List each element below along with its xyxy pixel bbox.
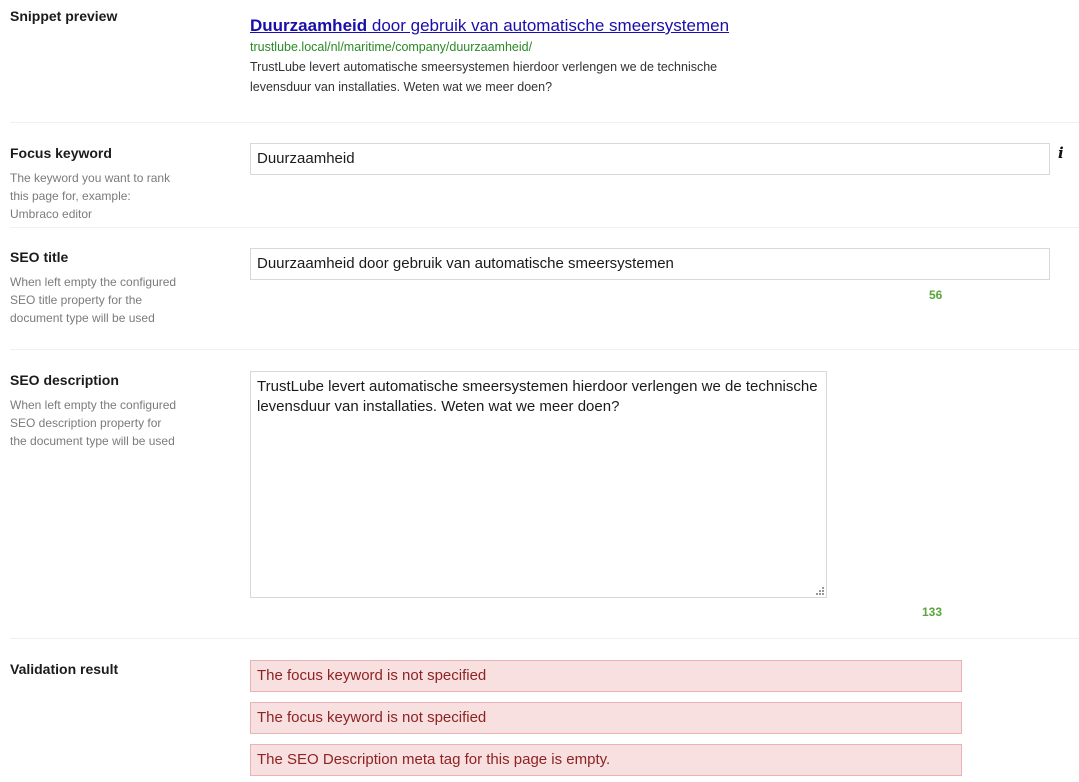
validation-label: Validation result — [10, 661, 119, 677]
snippet-description: TrustLube levert automatische smeersystemen hierdoor verlengen we de technische levensduur van installaties. Weten wat we meer doen? — [250, 60, 718, 94]
seo-description-label: SEO description — [10, 372, 119, 388]
snippet-preview-label-group — [10, 7, 180, 25]
seo-title-char-count: 56 — [929, 288, 943, 302]
resize-handle-icon[interactable] — [815, 586, 824, 595]
focus-keyword-label-group — [10, 144, 180, 223]
seo-title-help: When left empty the configured SEO title property for the document type will be used — [10, 275, 177, 325]
snippet-title-keyword: Duurzaamheid — [250, 16, 368, 35]
snippet-url: trustlube.local/nl/maritime/company/duurzaamheid/ — [250, 40, 533, 54]
validation-label-group — [10, 660, 180, 678]
seo-description-help: When left empty the configured SEO description property for the document type will be used — [10, 398, 177, 448]
snippet-preview-label: Snippet preview — [10, 8, 118, 24]
info-icon[interactable]: i — [1058, 144, 1064, 162]
seo-description-label-group — [10, 371, 180, 450]
focus-keyword-help: The keyword you want to rank this page for, example: Umbraco editor — [10, 171, 171, 221]
focus-keyword-row — [10, 122, 1079, 228]
seo-title-label-group — [10, 248, 180, 327]
validation-error-message: The focus keyword is not specified — [250, 660, 962, 692]
validation-error-message: The SEO Description meta tag for this page is empty. — [250, 744, 962, 776]
seo-title-label: SEO title — [10, 249, 69, 265]
snippet-title-rest: door gebruik van automatische smeersystemen — [367, 16, 730, 35]
seo-title-row — [10, 227, 1079, 350]
snippet-preview-row — [10, 0, 1079, 123]
seo-description-char-count: 133 — [922, 605, 943, 619]
seo-description-text: TrustLube levert automatische smeersystemen hierdoor verlengen we de technische levensduur van installaties. Weten wat we meer doen? — [257, 378, 818, 415]
focus-keyword-label: Focus keyword — [10, 145, 112, 161]
seo-description-textarea[interactable] — [250, 371, 827, 598]
seo-description-row — [10, 349, 1079, 639]
focus-keyword-input[interactable]: Duurzaamheid — [250, 143, 1050, 175]
snippet-preview — [250, 16, 750, 97]
seo-title-input[interactable]: Duurzaamheid door gebruik van automatische smeersystemen — [250, 248, 1050, 280]
validation-error-message: The focus keyword is not specified — [250, 702, 962, 734]
snippet-title-link[interactable] — [250, 16, 750, 36]
validation-row — [10, 638, 1079, 782]
